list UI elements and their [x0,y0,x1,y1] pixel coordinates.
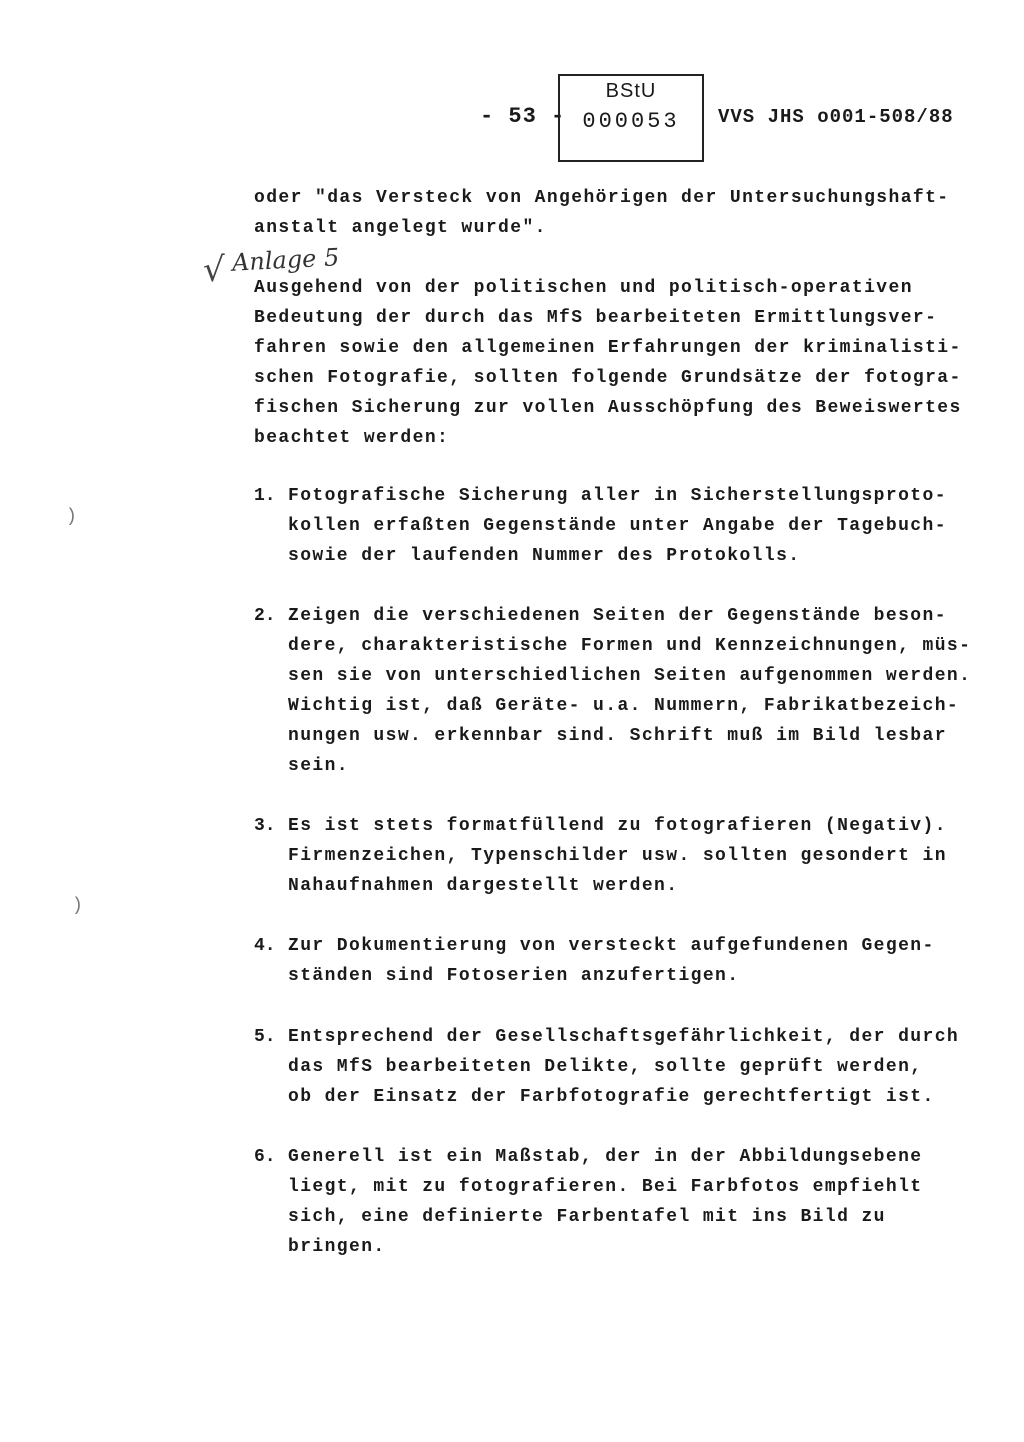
item-number: 1. [254,486,276,506]
archive-stamp [558,74,704,162]
main-paragraph: Ausgehend von der politischen und politisch-operativen Bedeutung der durch das MfS bearbeiteten Ermittlungsver- fahren sowie den allgemeinen Erfahrungen der kriminalisti- schen Fotografie, sollten folgende Grundsätze der fotogra- fischen Sicherung zur vollen Ausschöpfung des Beweiswertes beachtet werden: [254,278,962,448]
handwritten-note: Anlage 5 [231,243,340,277]
item-text: Zur Dokumentierung von versteckt aufgefundenen Gegen- ständen sind Fotoserien anzufertigen. [288,936,935,986]
item-number: 5. [254,1027,276,1047]
item-number: 3. [254,816,276,836]
check-mark-icon: √ [203,250,225,290]
document-reference: VVS JHS o001-508/88 [718,106,954,128]
intro-text: oder "das Versteck von Angehörigen der Untersuchungshaft- anstalt angelegt wurde". [254,188,950,238]
page-number: - 53 - [480,104,566,129]
margin-mark: ) [72,896,83,916]
stamp-number: 000053 [582,109,680,134]
item-text: Entsprechend der Gesellschaftsgefährlichkeit, der durch das MfS bearbeiteten Delikte, sollte geprüft werden, ob der Einsatz der Farbfotografie gerechtfertigt ist. [288,1027,960,1107]
item-text: Generell ist ein Maßstab, der in der Abbildungsebene liegt, mit zu fotografieren. Bei Farbfotos empfiehlt sich, eine definierte Farbentafel mit ins Bild zu bringen. [288,1147,923,1257]
item-number: 2. [254,606,276,626]
item-text: Fotografische Sicherung aller in Sicherstellungsproto- kollen erfaßten Gegenstände unter Angabe der Tagebuch- sowie der laufenden Nummer des Protokolls. [288,486,947,566]
item-text: Es ist stets formatfüllend zu fotografieren (Negativ). Firmenzeichen, Typenschilder usw. sollten gesondert in Nahaufnahmen dargestellt werden. [288,816,947,896]
stamp-title: BStU [605,80,657,102]
margin-mark: ) [66,507,77,527]
item-number: 4. [254,936,276,956]
item-number: 6. [254,1147,276,1167]
item-text: Zeigen die verschiedenen Seiten der Gegenstände beson- dere, charakteristische Formen und Kennzeichnungen, müs- sen sie von unterschiedlichen Seiten aufgenommen werden. Wichtig ist, daß Geräte- u.a. Nummern, Fabrikatbezeich- nungen usw. erkennbar sind. Schrift muß im Bild lesbar sein. [288,606,972,776]
